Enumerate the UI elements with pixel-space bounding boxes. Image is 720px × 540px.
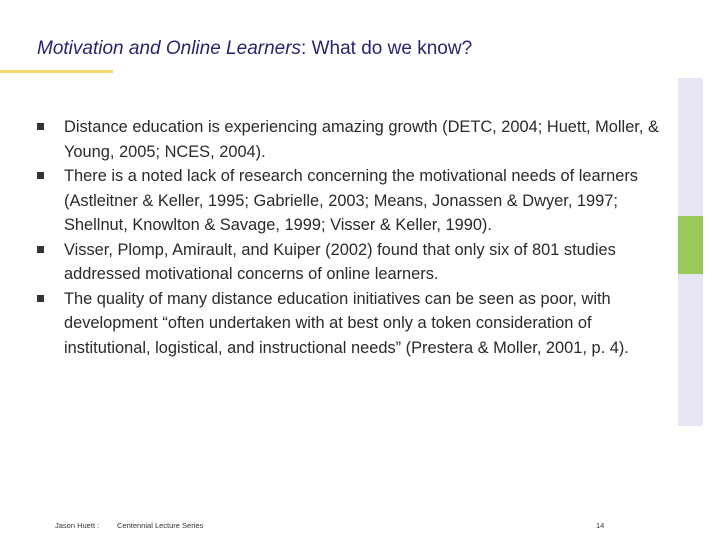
footer-series: Centennial Lecture Series <box>117 521 204 530</box>
title-subtitle: : What do we know? <box>301 38 473 59</box>
title-underline <box>0 70 113 73</box>
bullet-item <box>37 164 669 238</box>
bullet-text: The quality of many distance education initiatives can be seen as poor, with development “often undertaken with at best only a token consideration of institutional, logistical, and instructional needs” (Prestera & Moller, 2001, p. 4). <box>64 289 629 357</box>
bullet-list <box>37 115 669 360</box>
bullet-item <box>37 238 669 287</box>
page-number: 14 <box>596 521 605 530</box>
square-bullet-icon <box>37 172 44 179</box>
bullet-item <box>37 287 669 361</box>
bullet-text: Visser, Plomp, Amirault, and Kuiper (2002) found that only six of 801 studies addressed motivational concerns of online learners. <box>64 240 616 283</box>
slide-title <box>37 36 677 62</box>
bullet-text: There is a noted lack of research concerning the motivational needs of learners (Astleitner & Keller, 1995; Gabrielle, 2003; Means, Jonassen & Dwyer, 1997; Shellnut, Knowlton & Savage, 1999; Visser & Keller, 1990). <box>64 167 638 234</box>
bullet-item <box>37 115 669 164</box>
title-topic: Motivation and Online Learners <box>37 38 302 59</box>
footer-author: Jason Huett : <box>55 521 100 530</box>
square-bullet-icon <box>37 295 44 302</box>
square-bullet-icon <box>37 123 44 130</box>
square-bullet-icon <box>37 246 44 253</box>
decorative-side-accent <box>678 216 703 274</box>
bullet-text: Distance education is experiencing amazing growth (DETC, 2004; Huett, Moller, & Young, 2005; NCES, 2004). <box>64 118 659 161</box>
